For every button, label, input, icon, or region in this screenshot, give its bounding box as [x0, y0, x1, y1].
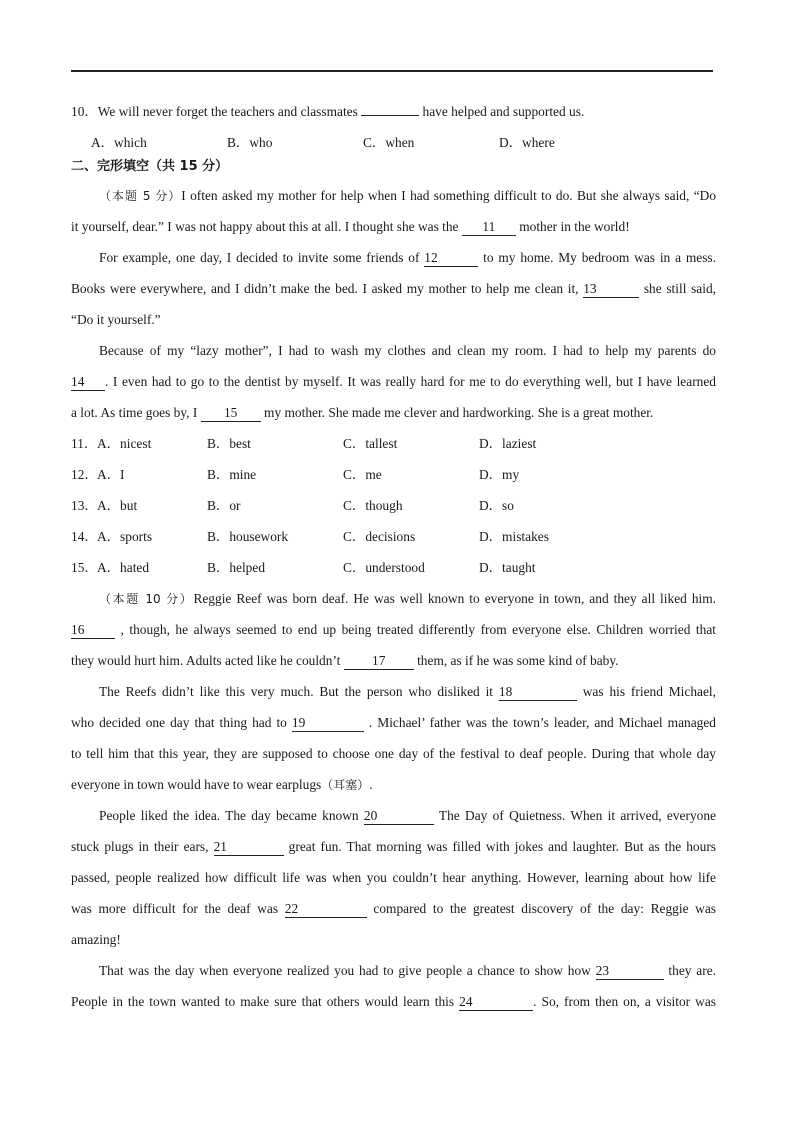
option-b[interactable]: B．or: [207, 498, 241, 513]
exam-page: [71, 96, 716, 1017]
passage2-line-1: （本题 10 分）Reggie Reef was born deaf. He was well known to everyone in town, and they all liked him.: [99, 591, 717, 606]
blank-13[interactable]: 13: [583, 280, 639, 298]
passage2-line-7: everyone in town would have to wear earplugs（耳塞）.: [71, 777, 373, 792]
passage2-line-12: amazing!: [71, 932, 121, 947]
passage2-line-8: People liked the idea. The day became known 20 The Day of Quietness. When it arrived, everyone: [99, 808, 716, 823]
passage1-line-8: a lot. As time goes by, I 15 my mother. She made me clever and hardworking. She is a great mother.: [71, 405, 654, 420]
option-b[interactable]: B．best: [207, 436, 251, 451]
option-d[interactable]: D．mistakes: [479, 529, 549, 544]
option-a[interactable]: A．hated: [97, 560, 150, 575]
blank-15[interactable]: 15: [201, 404, 261, 422]
question-13: 13． A．but B．or C．though D．so: [71, 490, 716, 521]
passage2-line-3: they would hurt him. Adults acted like he couldn’t 17 them, as if he was some kind of baby.: [71, 653, 619, 668]
blank-24[interactable]: 24: [459, 993, 533, 1011]
option-c[interactable]: C．me: [343, 467, 382, 482]
blank-14[interactable]: 14: [71, 373, 105, 391]
option-c[interactable]: C．when: [363, 135, 415, 150]
passage2-line-6: to tell him that this year, they are supposed to choose one day of the festival to deaf people. During that whole day: [71, 746, 716, 761]
blank-12[interactable]: 12: [424, 249, 478, 267]
option-d[interactable]: D．taught: [479, 560, 536, 575]
blank-21[interactable]: 21: [214, 838, 284, 856]
blank-17[interactable]: 17: [344, 652, 414, 670]
passage2-line-13: That was the day when everyone realized you had to give people a chance to show how 23 they are.: [99, 963, 716, 978]
option-c[interactable]: C．decisions: [343, 529, 416, 544]
blank-16[interactable]: 16: [71, 621, 115, 639]
option-b[interactable]: B．who: [227, 135, 273, 150]
question-12: 12． A．I B．mine C．me D．my: [71, 459, 716, 490]
passage1-line-3: For example, one day, I decided to invite some friends of 12 to my home. My bedroom was in a mess.: [99, 250, 716, 265]
option-c[interactable]: C．understood: [343, 560, 425, 575]
passage1-line-1: （本题 5 分）I often asked my mother for help when I had something difficult to do. But she always said, “Do: [99, 188, 717, 203]
option-a[interactable]: A．sports: [97, 529, 153, 544]
option-d[interactable]: D．so: [479, 498, 514, 513]
blank-18[interactable]: 18: [499, 683, 577, 701]
option-b[interactable]: B．housework: [207, 529, 289, 544]
option-a[interactable]: A．nicest: [97, 436, 152, 451]
blank-20[interactable]: 20: [364, 807, 434, 825]
question-11: 11． A．nicest B．best C．tallest D．laziest: [71, 428, 716, 459]
question-15: 15． A．hated B．helped C．understood D．taught: [71, 552, 716, 583]
option-d[interactable]: D．my: [479, 467, 520, 482]
passage1-line-5: “Do it yourself.”: [71, 312, 161, 327]
blank-23[interactable]: 23: [596, 962, 664, 980]
passage2-line-4: The Reefs didn’t like this very much. But the person who disliked it 18 was his friend Michael,: [99, 684, 716, 699]
blank-11[interactable]: 11: [462, 218, 516, 236]
passage2-line-11: was more difficult for the deaf was 22 compared to the greatest discovery of the day: Reggie was: [71, 901, 716, 916]
option-a[interactable]: A．I: [97, 467, 125, 482]
passage1-line-6: Because of my “lazy mother”, I had to wash my clothes and clean my room. I had to help my parents do: [99, 343, 716, 358]
header-rule: [71, 70, 713, 72]
section-heading: 二、完形填空（共 15 分）: [71, 159, 229, 174]
passage2-line-5: who decided one day that thing had to 19 . Michael’ father was the town’s leader, and Michael managed: [71, 715, 716, 730]
blank-10[interactable]: [361, 98, 419, 116]
question-14: 14． A．sports B．housework C．decisions D．mistakes: [71, 521, 716, 552]
passage1-line-4: Books were everywhere, and I didn’t make the bed. I asked my mother to help me clean it, 13 she still said,: [71, 281, 716, 296]
option-b[interactable]: B．mine: [207, 467, 257, 482]
option-c[interactable]: C．tallest: [343, 436, 398, 451]
passage1-line-7: 14 . I even had to go to the dentist by myself. It was really hard for me to do everything well, but I have learned: [71, 374, 716, 389]
passage2-line-14: People in the town wanted to make sure that others would learn this 24 . So, from then on, a visitor was: [71, 994, 716, 1009]
option-d[interactable]: D．where: [499, 135, 555, 150]
option-d[interactable]: D．laziest: [479, 436, 537, 451]
blank-22[interactable]: 22: [285, 900, 367, 918]
blank-19[interactable]: 19: [292, 714, 364, 732]
passage2-line-2: 16 , though, he always seemed to end up being treated differently from everyone else. Children worried that: [71, 622, 716, 637]
passage2-line-10: passed, people realized how difficult life was when you couldn’t hear anything. However, learning about how life: [71, 870, 716, 885]
passage1-line-2: it yourself, dear.” I was not happy about this at all. I thought she was the 11 mother in the world!: [71, 219, 630, 234]
option-b[interactable]: B．helped: [207, 560, 266, 575]
question-10: 10．We will never forget the teachers and classmates have helped and supported us.: [71, 96, 716, 127]
option-c[interactable]: C．though: [343, 498, 403, 513]
passage2-line-9: stuck plugs in their ears, 21 great fun. That morning was filled with jokes and laughter. But as the hours: [71, 839, 716, 854]
option-a[interactable]: A．but: [97, 498, 138, 513]
option-a[interactable]: A．which: [91, 135, 147, 150]
